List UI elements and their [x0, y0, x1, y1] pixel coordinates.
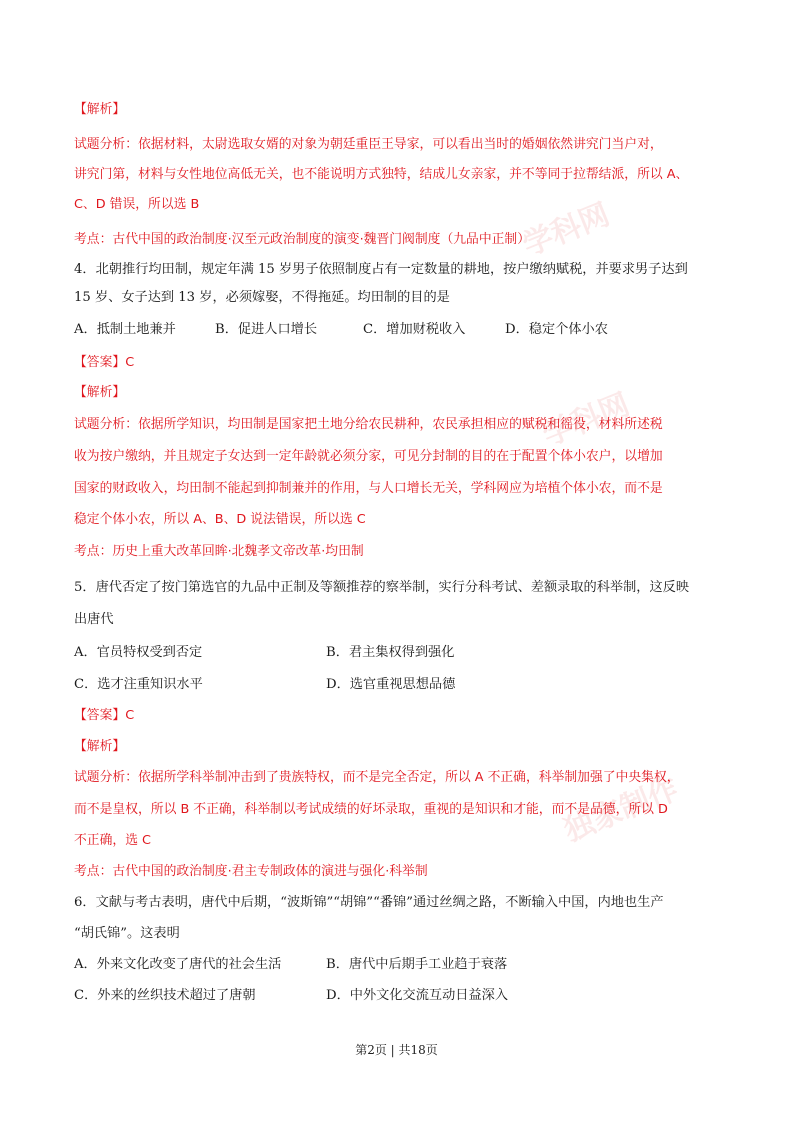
option-a: A．外来文化改变了唐代的社会生活 [74, 957, 282, 972]
option-d: D．中外文化交流互动日益深入 [326, 988, 509, 1003]
kaodian: 考点：古代中国的政治制度·君主专制政体的演进与强化·科举制 [74, 864, 428, 879]
analysis-line: 不正确，选 C [74, 833, 151, 848]
watermark: 学科网 [518, 197, 615, 264]
option-b: B．促进人口增长 [215, 322, 318, 337]
kaodian: 考点：古代中国的政治制度·汉至元政治制度的演变·魏晋门阀制度（九品中正制） [74, 232, 531, 247]
question-stem: 6．文献与考古表明，唐代中后期，“波斯锦”“胡锦”“番锦”通过丝绸之路，不断输入中国，内地也生产 [74, 895, 664, 910]
option-c: C．外来的丝织技术超过了唐朝 [74, 988, 256, 1003]
question-stem: 4．北朝推行均田制，规定年满 15 岁男子依照制度占有一定数量的耕地，按户缴纳赋税，并要求男子达到 [74, 262, 688, 277]
answer: 【答案】C [74, 355, 135, 370]
option-a: A．官员特权受到否定 [74, 645, 203, 660]
question-stem: 15 岁、女子达到 13 岁，必须嫁娶，不得拖延。均田制的目的是 [74, 290, 450, 305]
option-a: A．抵制土地兼并 [74, 322, 176, 337]
option-c: C．选才注重知识水平 [74, 677, 203, 692]
jiexi-label: 【解析】 [74, 739, 126, 754]
analysis-line: 而不是皇权，所以 B 不正确，科举制以考试成绩的好坏录取，重视的是知识和才能，而不是品德，所以 D [74, 802, 668, 817]
kaodian: 考点：历史上重大改革回眸·北魏孝文帝改革·均田制 [74, 544, 364, 559]
option-b: B．君主集权得到强化 [326, 645, 455, 660]
analysis-line: 试题分析：依据所学科举制冲击到了贵族特权，而不是完全否定，所以 A 不正确，科举制加强了中央集权， [74, 770, 680, 785]
jiexi-label: 【解析】 [74, 385, 126, 400]
jiexi-label: 【解析】 [74, 102, 126, 117]
question-stem: 5．唐代否定了按门第选官的九品中正制及等额推荐的察举制，实行分科考试、差额录取的科举制，这反映 [74, 580, 690, 595]
analysis-line: 稳定个体小农，所以 A、B、D 说法错误，所以选 C [74, 512, 366, 527]
analysis-line: 收为按户缴纳，并且规定子女达到一定年龄就必须分家，可见分封制的目的在于配置个体小农户，以增加 [74, 449, 663, 464]
page-footer: 第2页 | 共18页 [355, 1043, 438, 1057]
analysis-line: 讲究门第，材料与女性地位高低无关，也不能说明方式独特，结成儿女亲家，并不等同于拉帮结派，所以 A、 [74, 167, 689, 182]
analysis-line: 国家的财政收入，均田制不能起到抑制兼并的作用，与人口增长无关，学科网应为培植个体小农，而不是 [74, 481, 663, 496]
watermark: 独家制作 [559, 771, 684, 849]
question-stem: “胡氏锦”。这表明 [74, 926, 180, 941]
analysis-line: 试题分析：依据所学知识，均田制是国家把土地分给农民耕种，农民承担相应的赋税和徭役，材料所述税 [74, 417, 663, 432]
analysis-line: C、D 错误，所以选 B [74, 197, 200, 212]
analysis-line: 试题分析：依据材料，太尉选取女婿的对象为朝廷重臣王导家，可以看出当时的婚姻依然讲究门当户对， [74, 137, 663, 152]
option-d: D．稳定个体小农 [505, 322, 608, 337]
answer: 【答案】C [74, 708, 135, 723]
watermark: 学科网 [538, 387, 635, 454]
option-d: D．选官重视思想品德 [326, 677, 456, 692]
option-b: B．唐代中后期手工业趋于衰落 [326, 957, 508, 972]
question-stem: 出唐代 [74, 612, 114, 627]
option-c: C．增加财税收入 [363, 322, 466, 337]
